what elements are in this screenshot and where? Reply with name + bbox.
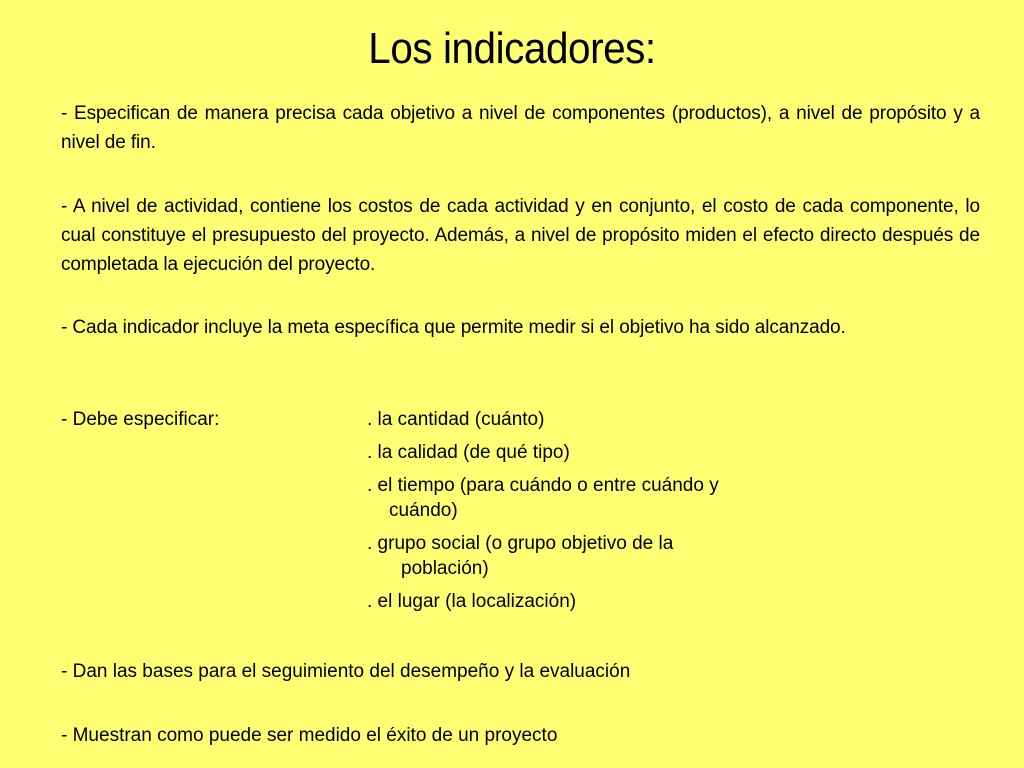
paragraph-nivel-actividad: - A nivel de actividad, contiene los costos de cada actividad y en conjunto, el costo de cada componente, lo cual constituye el presupuesto del proyecto. Además, a nivel de propósito miden el efecto directo después de completada la ejecución del proyecto. bbox=[61, 196, 980, 275]
spec-item-line: . grupo social (o grupo objetivo de la bbox=[367, 533, 674, 554]
slide-title: Los indicadores: bbox=[368, 24, 656, 73]
spec-item-line: . la calidad (de qué tipo) bbox=[367, 442, 570, 463]
spec-item-cantidad bbox=[367, 405, 827, 434]
spec-item-lugar bbox=[367, 587, 827, 616]
spec-item-calidad bbox=[367, 438, 827, 467]
paragraph-dan-las-bases: - Dan las bases para el seguimiento del desempeño y la evaluación bbox=[61, 661, 631, 682]
spec-item-line: . el lugar (la localización) bbox=[367, 591, 577, 612]
spec-item-continuation: población) bbox=[401, 558, 489, 579]
paragraph-muestran: - Muestran como puede ser medido el éxito de un proyecto bbox=[61, 725, 558, 746]
spec-item-grupo-social bbox=[367, 529, 827, 583]
spec-list bbox=[367, 405, 827, 620]
spec-item-continuation: cuándo) bbox=[389, 500, 458, 521]
paragraph-cada-indicador: - Cada indicador incluye la meta específica que permite medir si el objetivo ha sido alcanzado. bbox=[61, 317, 846, 338]
spec-item-tiempo bbox=[367, 471, 827, 525]
spec-item-line: . el tiempo (para cuándo o entre cuándo y bbox=[367, 475, 719, 496]
paragraph-especifican: - Especifican de manera precisa cada objetivo a nivel de componentes (productos), a nivel de propósito y a nivel de fin. bbox=[61, 103, 980, 153]
spec-label: - Debe especificar: bbox=[61, 409, 220, 430]
spec-item-line: . la cantidad (cuánto) bbox=[367, 409, 545, 430]
